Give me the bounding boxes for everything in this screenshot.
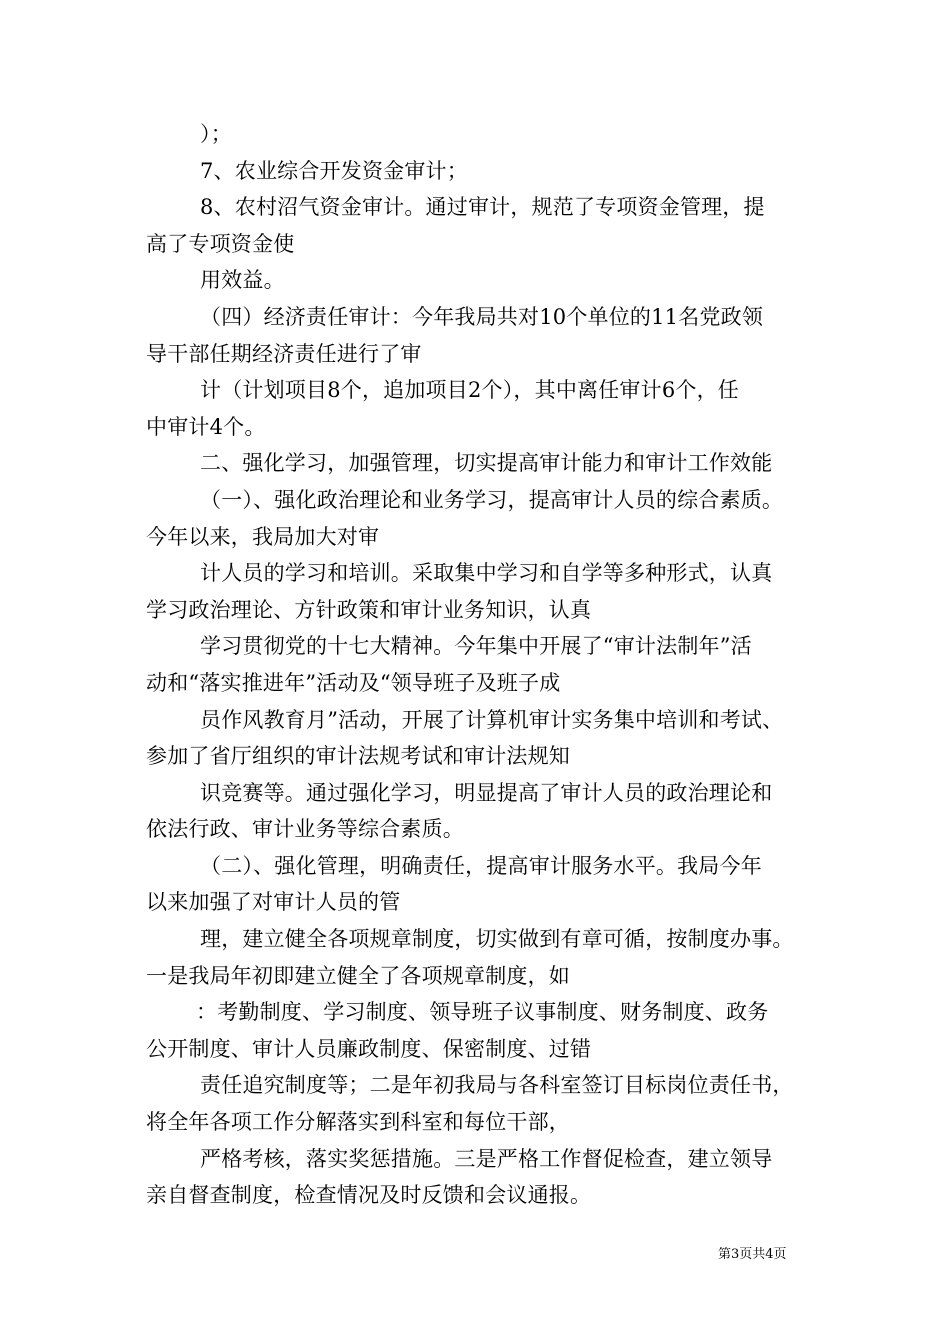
text-line: 导干部任期经济责任进行了审: [146, 341, 422, 366]
text-line: 亲自督查制度，检查情况及时反馈和会议通报。: [146, 1183, 592, 1208]
body-text: [146, 116, 826, 1214]
text-line: 识竞赛等。通过强化学习，明显提高了审计人员的政治理论和: [200, 780, 773, 805]
text-line: 计人员的学习和培训。采取集中学习和自学等多种形式，认真: [200, 561, 773, 586]
page-number: 第3页共4页: [718, 1247, 787, 1262]
text-line: （一）、强化政治理论和业务学习，提高审计人员的综合素质。: [200, 487, 784, 512]
text-line: 学习贯彻党的十七大精神。今年集中开展了“审计法制年”活: [200, 634, 752, 659]
text-line: 员作风教育月”活动，开展了计算机审计实务集中培训和考试、: [200, 707, 784, 732]
text-line: 8、农村沼气资金审计。通过审计，规范了专项资金管理，提: [200, 195, 765, 220]
text-line: 将全年各项工作分解落实到科室和每位干部，: [146, 1110, 570, 1135]
text-line: 一是我局年初即建立健全了各项规章制度，如: [146, 963, 570, 988]
text-line: 学习政治理论、方针政策和审计业务知识，认真: [146, 597, 592, 622]
text-line: 理，建立健全各项规章制度，切实做到有章可循，按制度办事。: [200, 927, 794, 952]
text-line: 今年以来，我局加大对审: [146, 524, 380, 549]
text-line: 计（计划项目8个，追加项目2个），其中离任审计6个，任: [200, 378, 739, 403]
text-line: 高了专项资金使: [146, 231, 295, 256]
text-line: 用效益。: [200, 268, 285, 293]
text-line: 责任追究制度等；二是年初我局与各科室签订目标岗位责任书，: [200, 1073, 794, 1098]
text-line: 参加了省厅组织的审计法规考试和审计法规知: [146, 744, 570, 769]
section-heading: 二、强化学习，加强管理，切实提高审计能力和审计工作效能: [200, 451, 773, 476]
text-line: 中审计4个。: [146, 414, 266, 439]
text-line: ）；: [200, 122, 232, 146]
text-line: （四）经济责任审计：今年我局共对10个单位的11名党政领: [200, 304, 764, 329]
text-line: （二）、强化管理，明确责任，提高审计服务水平。我局今年: [200, 853, 762, 878]
text-line: 动和“落实推进年”活动及“领导班子及班子成: [146, 670, 561, 695]
text-line: 依法行政、审计业务等综合素质。: [146, 817, 464, 842]
text-line: 7、农业综合开发资金审计；: [200, 158, 468, 183]
text-line: ：考勤制度、学习制度、领导班子议事制度、财务制度、政务: [196, 1000, 769, 1025]
text-line: 严格考核，落实奖惩措施。三是严格工作督促检查，建立领导: [200, 1146, 773, 1171]
text-line: 公开制度、审计人员廉政制度、保密制度、过错: [146, 1036, 592, 1061]
text-line: 以来加强了对审计人员的管: [146, 890, 401, 915]
